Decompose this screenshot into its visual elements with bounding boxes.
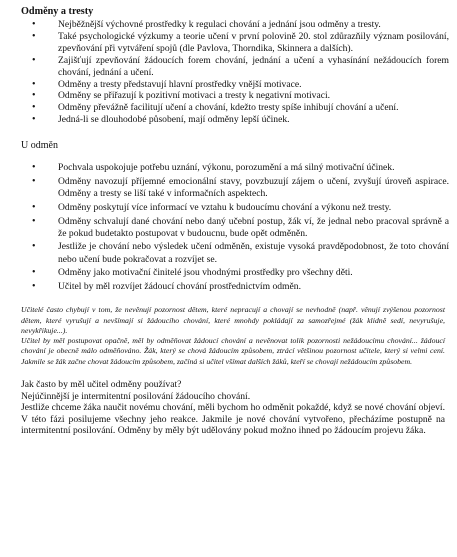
bullet-item: • Zajišťují zpevňování žádoucích forem chování, jednání a učení a vyhasínání nežádoucích forem chování, jednání a učení.	[21, 55, 449, 79]
bullet-item: • Také psychologické výzkumy a teorie učení v první polovině 20. stol zdůrazňily význam posilování, zpevňování při vytváření spojů (dle Pavlova, Thorndika, Skinnera a dalších).	[21, 31, 449, 55]
section-heading: U odměn	[21, 140, 58, 152]
section-rewards	[21, 140, 449, 293]
note-paragraph: Učitel by měl postupovat opačně, měl by odměňovat žádoucí chování a nevěnovat tolik pozornosti nežádoucímu chování... žádoucí chování je obecně málo odměňováno. Žák, který se chová žádoucím způsobem, ztrácí většinou pozornost učitele, který si velmi cení. Jakmile se žák začne chovat žádoucím způsobem, začíná si učitel všímat dalších žáků, kteří se chovají nežádoucím způsobem.	[21, 336, 445, 366]
italic-note	[21, 305, 445, 367]
bullet-list	[21, 19, 449, 126]
bullet-item: • Odměny se přiřazují k pozitivní motivaci a tresty k negativní motivaci.	[21, 90, 449, 102]
question-paragraph: Jestliže chceme žáka naučit novému chování, měli bychom ho odměnit pokaždé, když se nové chování objeví. V této fázi posilujeme všechny jeho reakce. Jakmile je nové chování vytvořeno, přecházíme postupně na intermitentní posilování. Odměny by měly být udělovány pokud možno ihned po žádoucím projevu žáka.	[21, 402, 445, 437]
note-paragraph: Učitelé často chybují v tom, že nevěnují pozornost dětem, které nepracují a chovají se nevhodně (např. věnují zvýšenou pozornost dětem, které vyrušují a nevšímají si žádoucího chování, které mnohdy pokládají za samozřejmé (žák klidně sedí, nevyrušuje, nevykřikuje...).	[21, 305, 445, 335]
section-rewards-punishments	[21, 6, 449, 126]
bullet-item: • Odměny navozují příjemné emocionální stavy, povzbuzují zájem o učení, zvyšují úroveň aspirace. Odměny a tresty se liší také v informačních aspektech.	[21, 176, 449, 200]
bullet-item: • Jestliže je chování nebo výsledek učení odměněn, existuje vysoká pravděpodobnost, že toto chování nebo učení bude pokračovat a rozvíjet se.	[21, 241, 449, 265]
question-heading: Jak často by měl učitel odměny používat?	[21, 379, 182, 390]
bullet-item: • Odměny a tresty představují hlavní prostředky vnější motivace.	[21, 79, 449, 91]
bullet-item: • Jedná-li se dlouhodobé působení, mají odměny lepší účinek.	[21, 114, 449, 126]
question-line: Nejúčinnější je intermitentní posilování žádoucího chování.	[21, 390, 251, 402]
bullet-item: • Odměny poskytují více informací ve vztahu k budoucímu chování a výkonu než tresty.	[21, 202, 449, 214]
bullet-item: • Učitel by měl rozvíjet žádoucí chování prostřednictvím odměn.	[21, 281, 449, 293]
bullet-list	[21, 162, 449, 293]
question-section	[21, 379, 445, 437]
bullet-item: • Odměny schvalují dané chování nebo daný učební postup, žák ví, že jednal nebo pracoval správně a že pokud budetakto postupovat v budoucnu, bude opět odměněn.	[21, 216, 449, 240]
bullet-item: • Odměny jako motivační činitelé jsou vhodnými prostředky pro všechny děti.	[21, 267, 449, 279]
bullet-item: • Pochvala uspokojuje potřebu uznání, výkonu, porozumění a má silný motivační účinek.	[21, 162, 449, 174]
section-heading: Odměny a tresty	[21, 6, 94, 17]
bullet-item: • Nejběžnější výchovné prostředky k regulaci chování a jednání jsou odměny a tresty.	[21, 19, 449, 31]
bullet-item: • Odměny převážně facilitují učení a chování, kdežto tresty spíše inhibují chování a učení.	[21, 102, 449, 114]
